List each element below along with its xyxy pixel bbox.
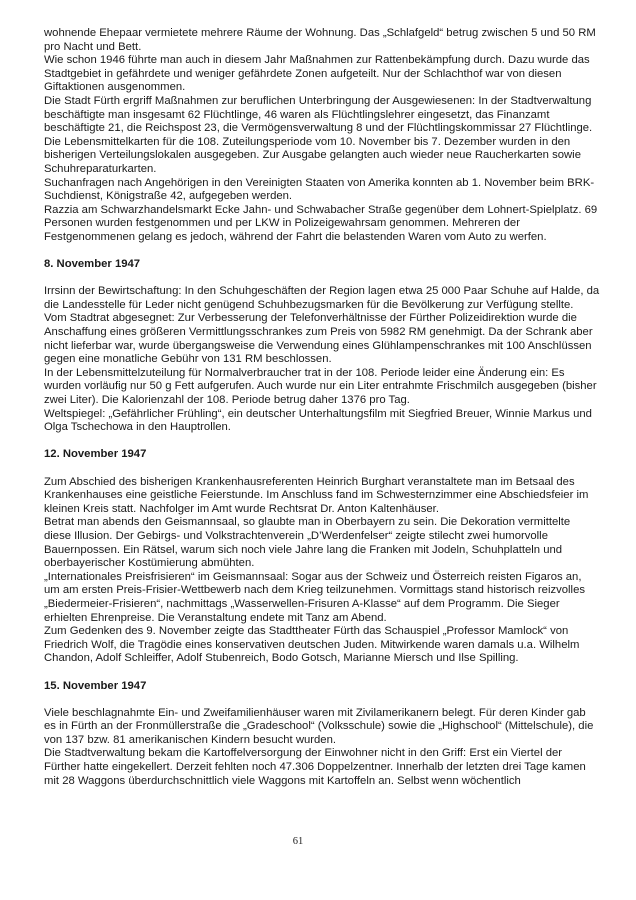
paragraph: wohnende Ehepaar vermietete mehrere Räume der Wohnung. Das „Schlafgeld“ betrug zwischen 5 und 50 RM pro Nacht und Bett. [44,27,596,53]
section-heading-15-november-1947: 15. November 1947 [44,679,147,692]
section-heading-12-november-1947: 12. November 1947 [44,448,147,461]
paragraph: Die Stadt Fürth ergriff Maßnahmen zur beruflichen Unterbringung der Ausgewiesenen: In der Stadtverwaltung beschäftigte man insgesamt 62 Flüchtlinge, 46 waren als Flüchtlingslehrer eingesetzt, das Finanzamt beschäftigte 21, die Reichspost 23, die Vermögensverwaltung 8 und der Flüchtlingskommissar 27 Flüchtlinge. [44,94,593,135]
paragraph: Suchanfragen nach Angehörigen in den Vereinigten Staaten von Amerika konnten ab 1. November beim BRK-Suchdienst, Königstraße 42, aufgegeben werden. [44,176,595,203]
paragraph: Zum Gedenken des 9. November zeigte das Stadttheater Fürth das Schauspiel „Professor Mamlock“ von Friedrich Wolf, die Tragödie eines konservativen deutschen Juden. Mitwirkende waren damals u.a. Wilhelm Chandon, Adolf Schleiffer, Adolf Stubenreich, Bodo Gotsch, Marianne Miersch und Ilse Spilling. [44,625,580,665]
paragraph: Irrsinn der Bewirtschaftung: In den Schuhgeschäften der Region lagen etwa 25 000 Paar Schuhe auf Halde, da die Landesstelle für Leder nicht genügend Schuhbezugsmarken für die Bevölkerung zur Verfügung stellte. [44,285,600,311]
page-number: 61 [292,836,304,847]
paragraph: Die Stadtverwaltung bekam die Kartoffelversorgung der Einwohner nicht in den Griff: Erst ein Viertel der Fürther hatte eingekellert. Derzeit fehlten noch 47.306 Doppelzentner. Innerhalb der letzten drei Tage kamen mit 28 Waggons überdurchschnittlich viele Waggons mit Kartoffeln an. Selbst wenn wöchentlich [44,747,586,787]
section-heading-8-november-1947: 8. November 1947 [44,258,141,271]
paragraph: Zum Abschied des bisherigen Krankenhausreferenten Heinrich Burghart veranstaltete man im Betsaal des Krankenhauses eine geistliche Feierstunde. Im Anschluss fand im Schwesternzimmer eine Abschiedsfeier im kleinen Kreis statt. Nachfolger im Amt wurde Rechtsrat Dr. Anton Kaltenhäuser. [44,475,589,515]
page-content [44,27,600,788]
paragraph: Weltspiegel: „Gefährlicher Frühling“, ein deutscher Unterhaltungsfilm mit Siegfried Breuer, Winnie Markus und Olga Tschechowa in den Hauptrollen. [44,407,592,434]
paragraph: Viele beschlagnahmte Ein- und Zweifamilienhäuser waren mit Zivilamerikanern belegt. Für deren Kinder gab es in Fürth an der Fronmüllerstraße die „Gradeschool“ (Volksschule) sowie die „Highschool“ (Mittelschule), die von 137 bzw. 81 amerikanischen Kindern besucht wurden. [44,706,594,746]
paragraph: Razzia am Schwarzhandelsmarkt Ecke Jahn- und Schwabacher Straße gegenüber dem Lohnert-Spielplatz. 69 Personen wurden festgenommen und per LKW in Polizeigewahrsam genommen. Mehreren der Festgenommenen gelang es jedoch, während der Fahrt die belastenden Waren vom Auto zu werfen. [44,203,598,243]
paragraph: In der Lebensmittelzuteilung für Normalverbraucher trat in der 108. Periode leider eine Änderung ein: Es wurden vorläufig nur 50 g Fett aufgerufen. Auch wurde nur ein Liter entrahmte Frischmilch ausgegeben (bisher zwei Liter). Die Kalorienzahl der 108. Periode betrug daher 1376 pro Tag. [44,366,597,407]
paragraph: Die Lebensmittelkarten für die 108. Zuteilungsperiode vom 10. November bis 7. Dezember wurden in den bisherigen Verteilungslokalen ausgegeben. Zur Ausgabe gelangten auch wieder neue Raucherkarten sowie Schuhreparaturkarten. [44,135,581,175]
paragraph: Betrat man abends den Geismannsaal, so glaubte man in Oberbayern zu sein. Die Dekoration vermittelte diese Illusion. Der Gebirgs- und Volkstrachtenverein „D’Werdenfelser“ zeigte stilecht zwei humorvolle Bauernpossen. Ein Rätsel, warum sich noch viele Jahre lang die Franken mit Jodeln, Schuhplatteln und oberbayerischer Kostümierung abmühten. [44,516,571,570]
paragraph: „Internationales Preisfrisieren“ im Geismannsaal: Sogar aus der Schweiz und Österreich reisten Figaros an, um am ersten Preis-Frisier-Wettbewerb nach dem Krieg teilzunehmen. Vormittags stand historisch reizvolles „Biedermeier-Frisieren“, nachmittags „Wasserwellen-Frisuren A-Klasse“ auf dem Programm. Die Sieger erhielten Ehrenpreise. Die Veranstaltung endete mit Tanz am Abend. [44,570,585,624]
paragraph: Wie schon 1946 führte man auch in diesem Jahr Maßnahmen zur Rattenbekämpfung durch. Dazu wurde das Stadtgebiet in gefährdete und weniger gefährdete Zonen aufgeteilt. Nur der Schlachthof war von diesen Giftaktionen ausgenommen. [44,54,590,94]
paragraph: Vom Stadtrat abgesegnet: Zur Verbesserung der Telefonverhältnisse der Fürther Polizeidirektion wurde die Anschaffung eines größeren Vermittlungsschrankes zum Preis von 5982 RM genehmigt. Da der Schrank aber nicht lieferbar war, wurde übergangsweise die Verwendung eines Glühlampenschrankes mit 100 Anschlüssen gegen eine monatliche Gebühr von 131 RM beschlossen. [44,312,593,366]
